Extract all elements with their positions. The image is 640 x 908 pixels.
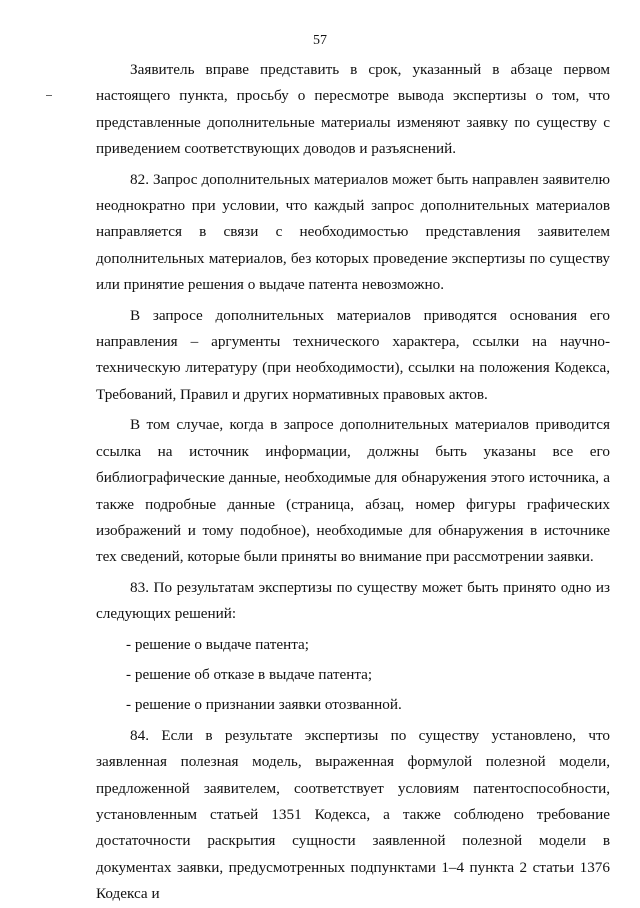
list-item-application-withdrawn: - решение о признании заявки отозванной. (126, 696, 402, 714)
margin-mark (46, 95, 52, 96)
paragraph-request-grounds: В запросе дополнительных материалов приводятся основания его направления – аргументы технического характера, ссылки на научно-техническую литературу (при необходимости), ссылки на положения Кодекса, Требований, Правил и других нормативных правовых актов. (96, 306, 610, 403)
paragraph-source-reference: В том случае, когда в запросе дополнительных материалов приводится ссылка на источник информации, должны быть указаны все его библиографические данные, необходимые для обнаружения этого источника, а также подробные данные (страница, абзац, номер фигуры графических изображений и тому подобное), необходимые для обнаружения в источнике тех сведений, которые были приняты во внимание при рассмотрении заявки. (96, 416, 610, 566)
paragraph-82: 82. Запрос дополнительных материалов может быть направлен заявителю неоднократно при условии, что каждый запрос дополнительных материалов направляется в связи с необходимостью представления заявителем дополнительных материалов, без которых проведение экспертизы по существу или принятие решения о выдаче патента невозможно. (96, 170, 610, 294)
paragraph-84: 84. Если в результате экспертизы по существу установлено, что заявленная полезная модель, выраженная формулой полезной модели, предложенной заявителем, соответствует условиям патентоспособности, установленным статьей 1351 Кодекса, а также соблюдено требование достаточности раскрытия сущности заявленной полезной модели в документах заявки, предусмотренных подпунктами 1–4 пункта 2 статьи 1376 Кодекса и (96, 726, 610, 903)
paragraph-review-request: Заявитель вправе представить в срок, указанный в абзаце первом настоящего пункта, просьбу о пересмотре вывода экспертизы о том, что представленные дополнительные материалы изменяют заявку по существу с приведением соответствующих доводов и разъяснений. (96, 61, 610, 158)
list-item-grant-patent: - решение о выдаче патента; (126, 635, 309, 653)
list-item-refuse-patent: - решение об отказе в выдаче патента; (126, 665, 373, 683)
document-body (96, 57, 610, 908)
page-number: 57 (313, 33, 327, 48)
paragraph-83: 83. По результатам экспертизы по существу может быть принято одно из следующих решений: (96, 578, 610, 623)
